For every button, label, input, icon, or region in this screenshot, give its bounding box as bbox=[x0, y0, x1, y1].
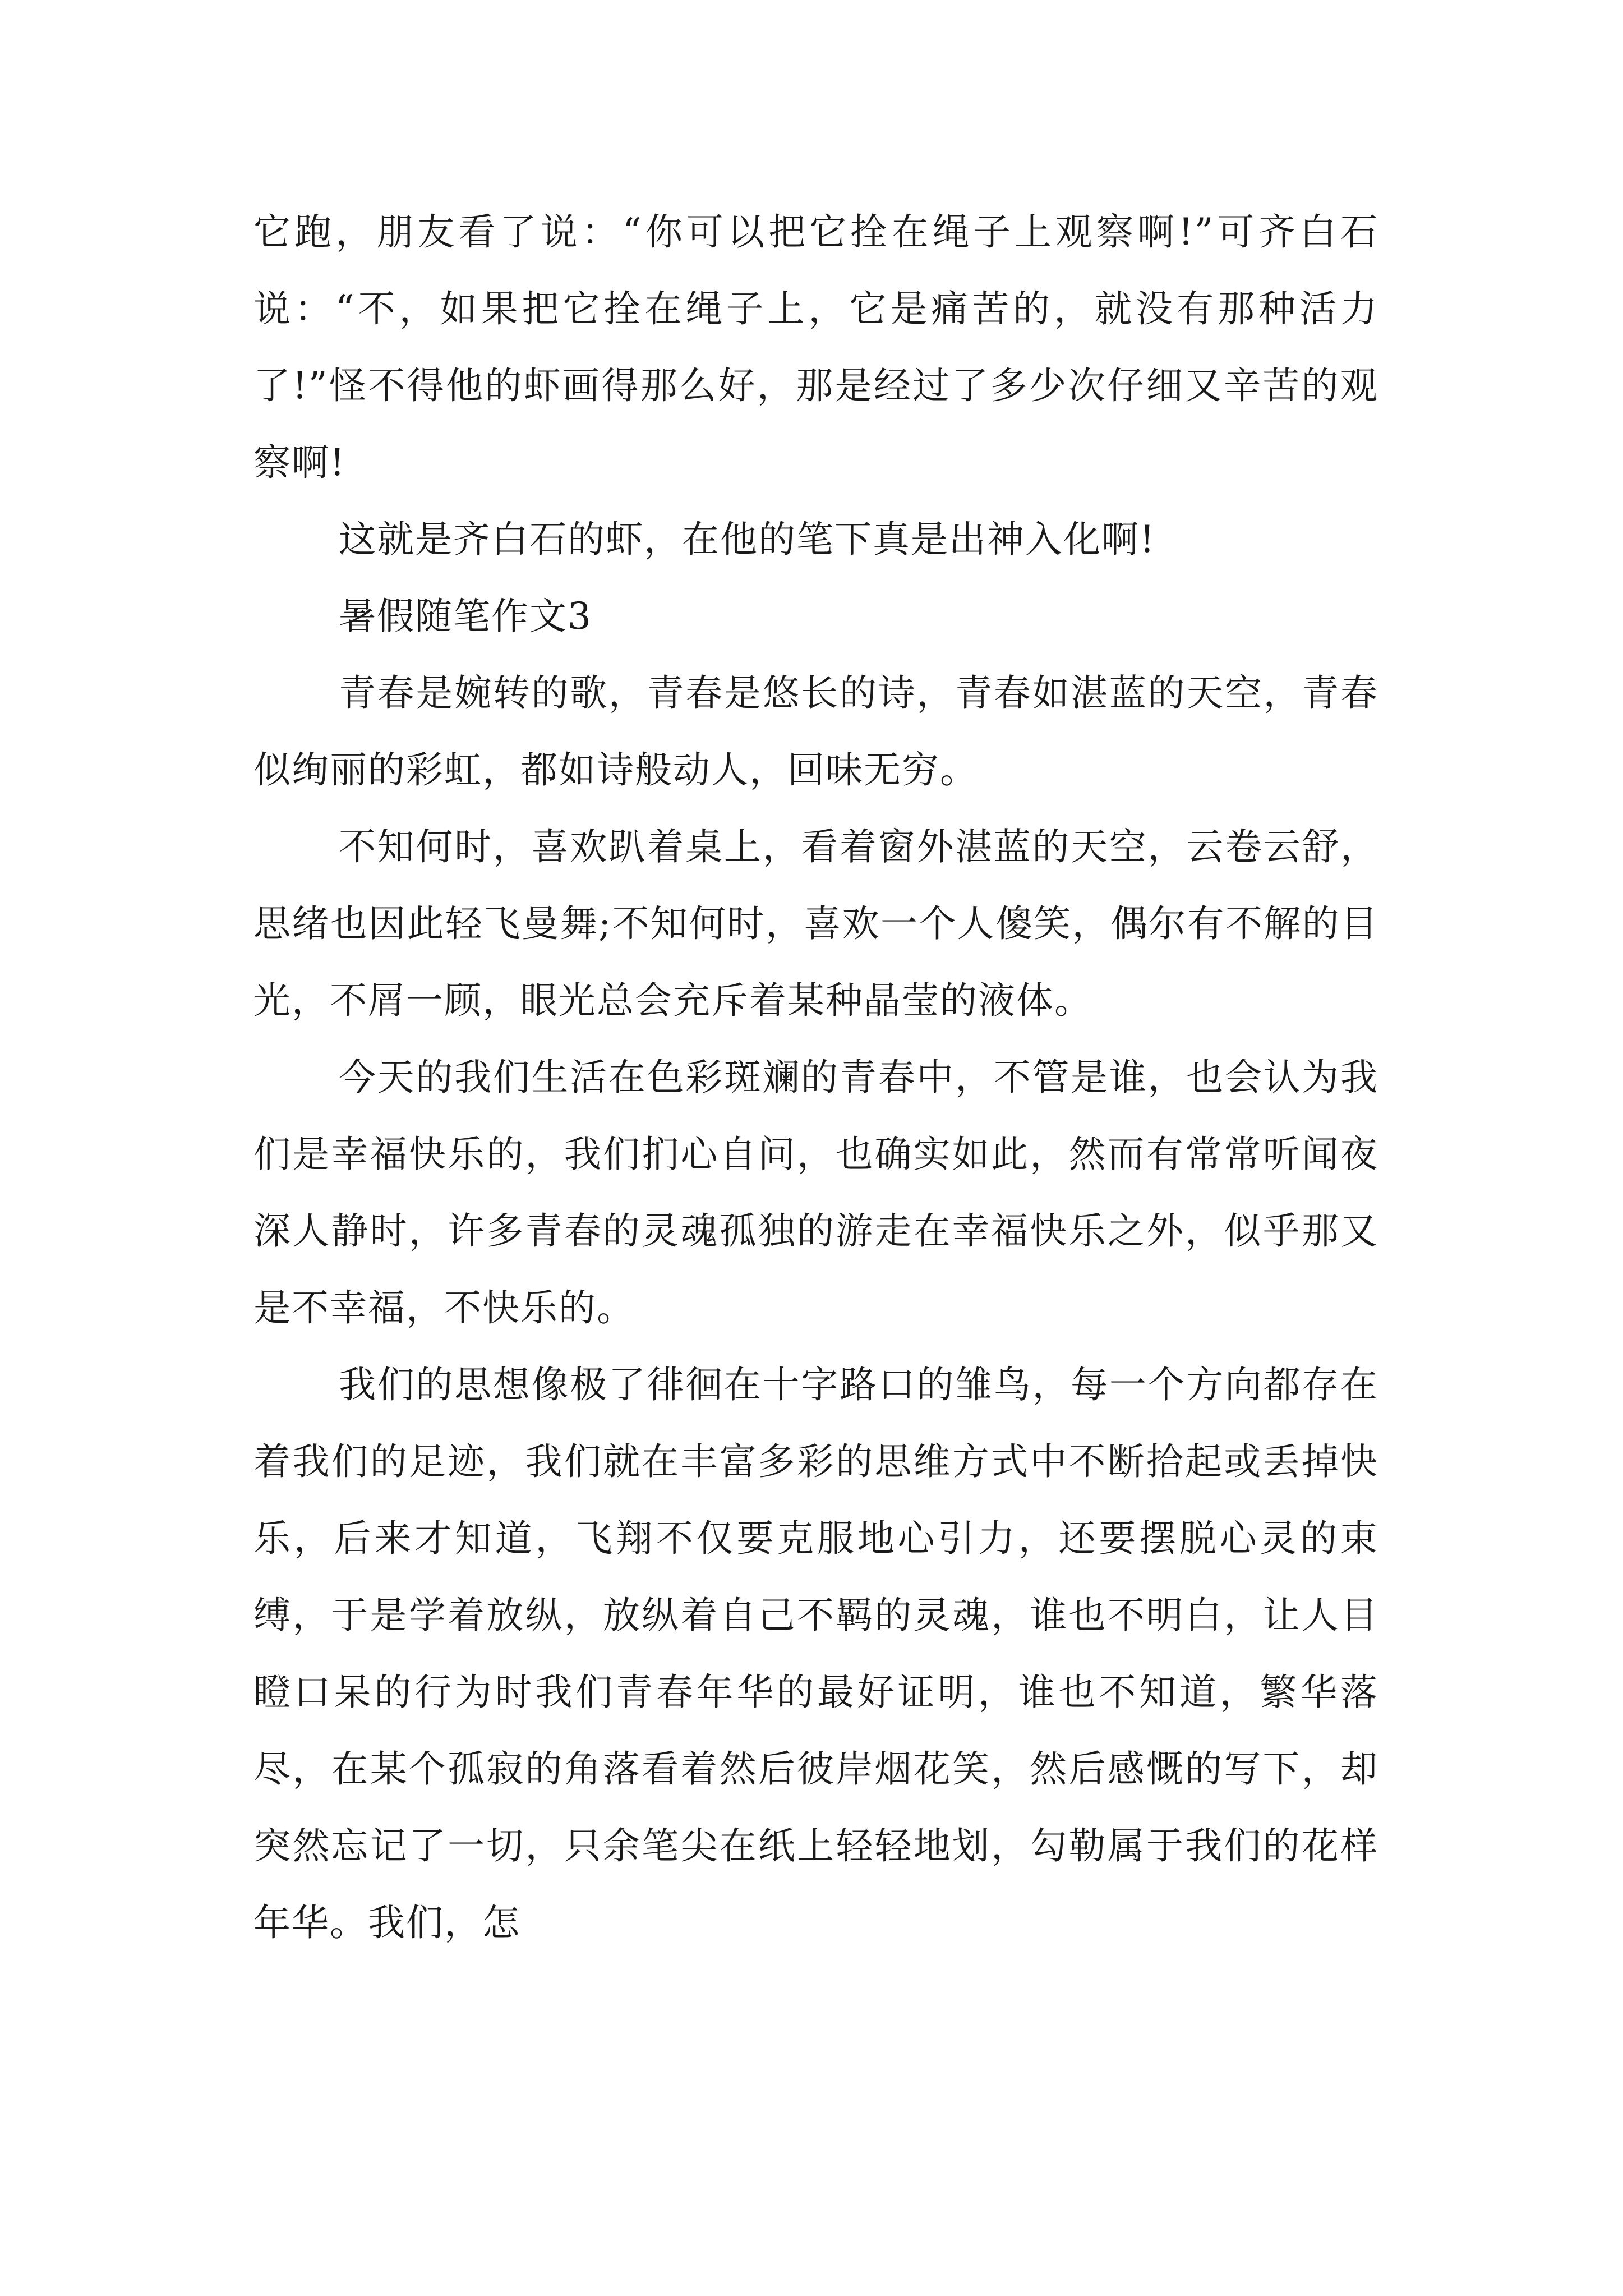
document-body bbox=[253, 194, 1378, 1961]
section-heading: 暑假随笔作文3 bbox=[339, 595, 592, 638]
paragraph: 今天的我们生活在色彩斑斓的青春中，不管是谁，也会认为我们是幸福快乐的，我们扪心自问，也确实如此，然而有常常听闻夜深人静时，许多青春的灵魂孤独的游走在幸福快乐之外，似乎那又是不幸福，不快乐的。 bbox=[253, 1056, 1378, 1329]
paragraph-continuation: 它跑，朋友看了说：“你可以把它拴在绳子上观察啊!”可齐白石说：“不，如果把它拴在绳子上，它是痛苦的，就没有那种活力了!”怪不得他的虾画得那么好，那是经过了多少次仔细又辛苦的观察啊! bbox=[253, 210, 1378, 484]
paragraph: 青春是婉转的歌，青春是悠长的诗，青春如湛蓝的天空，青春似绚丽的彩虹，都如诗般动人，回味无穷。 bbox=[253, 671, 1378, 792]
paragraph: 不知何时，喜欢趴着桌上，看着窗外湛蓝的天空，云卷云舒，思绪也因此轻飞曼舞;不知何时，喜欢一个人傻笑，偶尔有不解的目光，不屑一顾，眼光总会充斥着某种晶莹的液体。 bbox=[253, 825, 1378, 1022]
paragraph: 这就是齐白石的虾，在他的笔下真是出神入化啊! bbox=[339, 518, 1156, 561]
paragraph: 我们的思想像极了徘徊在十字路口的雏鸟，每一个方向都存在着我们的足迹，我们就在丰富多彩的思维方式中不断拾起或丢掉快乐，后来才知道，飞翔不仅要克服地心引力，还要摆脱心灵的束缚，于是学着放纵，放纵着自己不羁的灵魂，谁也不明白，让人目瞪口呆的行为时我们青春年华的最好证明，谁也不知道，繁华落尽，在某个孤寂的角落看着然后彼岸烟花笑，然后感慨的写下，却突然忘记了一切，只余笔尖在纸上轻轻地划，勾勒属于我们的花样年华。我们，怎 bbox=[253, 1363, 1378, 1944]
